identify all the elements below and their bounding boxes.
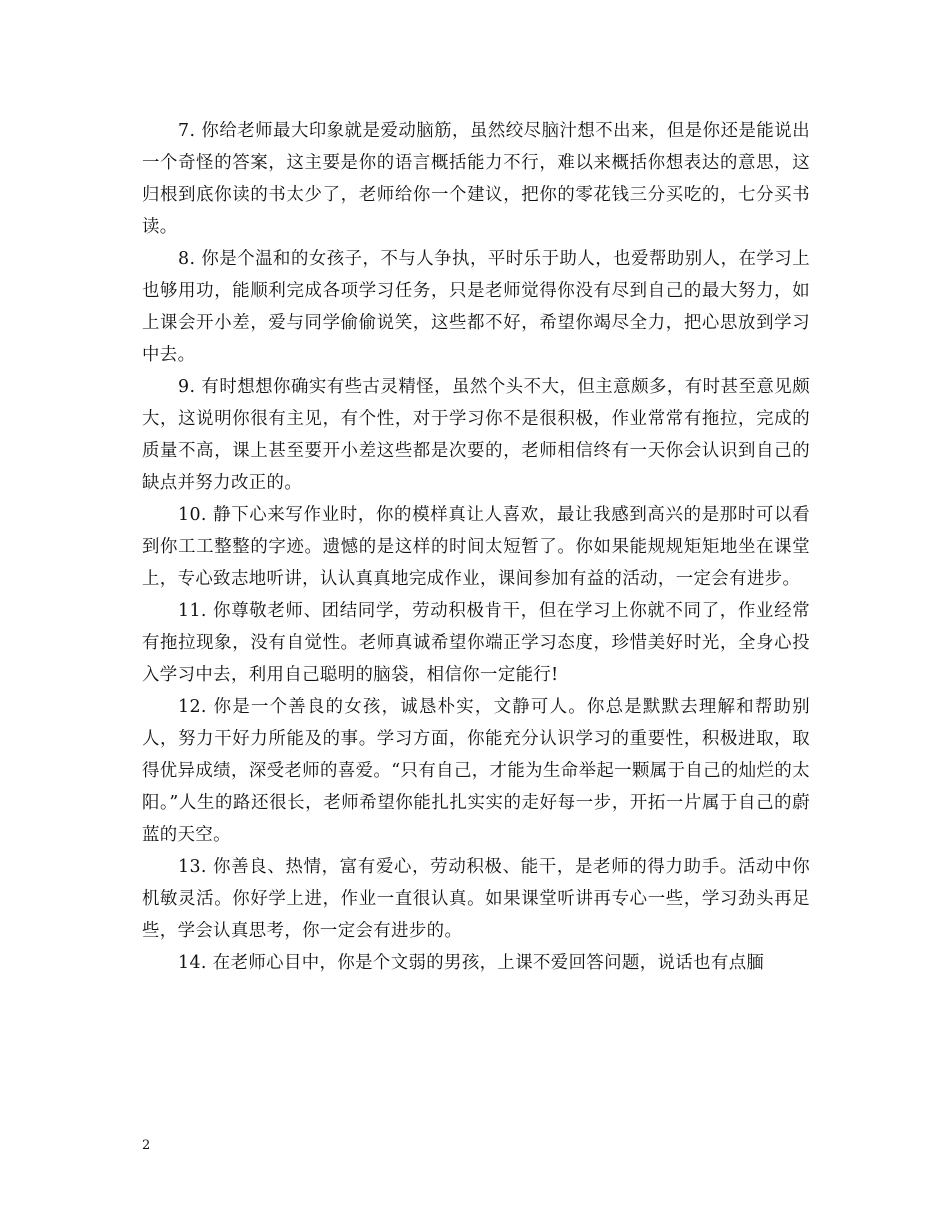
paragraph-14: 14. 在老师心目中，你是个文弱的男孩，上课不爱回答问题，说话也有点腼 [178,953,765,973]
paragraph-8: 8. 你是个温和的女孩子，不与人争执，平时乐于助人，也爱帮助别人，在学习上也够用功，能顺利完成各项学习任务，只是老师觉得你没有尽到自己的最大努力，如上课会开小差，爱与同学偷偷说笑，这些都不好，希望你竭尽全力，把心思放到学习中去。 [142,249,810,365]
paragraph-12: 12. 你是一个善良的女孩，诚恳朴实，文静可人。你总是默默去理解和帮助别人，努力干好力所能及的事。学习方面，你能充分认识学习的重要性，积极进取，取得优异成绩，深受老师的喜爱。“只有自己，才能为生命举起一颗属于自己的灿烂的太阳。”人生的路还很长，老师希望你能扎扎实实的走好每一步，开拓一片属于自己的蔚蓝的天空。 [142,697,810,845]
paragraph-10: 10. 静下心来写作业时，你的模样真让人喜欢，最让我感到高兴的是那时可以看到你工工整整的字迹。遗憾的是这样的时间太短暂了。你如果能规规矩矩地坐在课堂上，专心致志地听讲，认认真真地完成作业，课间参加有益的活动，一定会有进步。 [142,505,810,589]
page-number: 2 [142,1138,151,1153]
paragraph-11: 11. 你尊敬老师、团结同学，劳动积极肯干，但在学习上你就不同了，作业经常有拖拉现象，没有自觉性。老师真诚希望你端正学习态度，珍惜美好时光，全身心投入学习中去，利用自己聪明的脑袋，相信你一定能行! [142,601,810,685]
paragraph-7: 7. 你给老师最大印象就是爱动脑筋，虽然绞尽脑汁想不出来，但是你还是能说出一个奇怪的答案，这主要是你的语言概括能力不行，难以来概括你想表达的意思，这归根到底你读的书太少了，老师给你一个建议，把你的零花钱三分买吃的，七分买书读。 [142,121,810,237]
paragraph-13: 13. 你善良、热情，富有爱心，劳动积极、能干，是老师的得力助手。活动中你机敏灵活。你好学上进，作业一直很认真。如果课堂听讲再专心一些，学习劲头再足些，学会认真思考，你一定会有进步的。 [142,857,810,941]
paragraph-9: 9. 有时想想你确实有些古灵精怪，虽然个头不大，但主意颇多，有时甚至意见颇大，这说明你很有主见，有个性，对于学习你不是很积极，作业常常有拖拉，完成的质量不高，课上甚至要开小差这些都是次要的，老师相信终有一天你会认识到自己的缺点并努力改正的。 [142,377,810,493]
body-text [142,115,810,979]
